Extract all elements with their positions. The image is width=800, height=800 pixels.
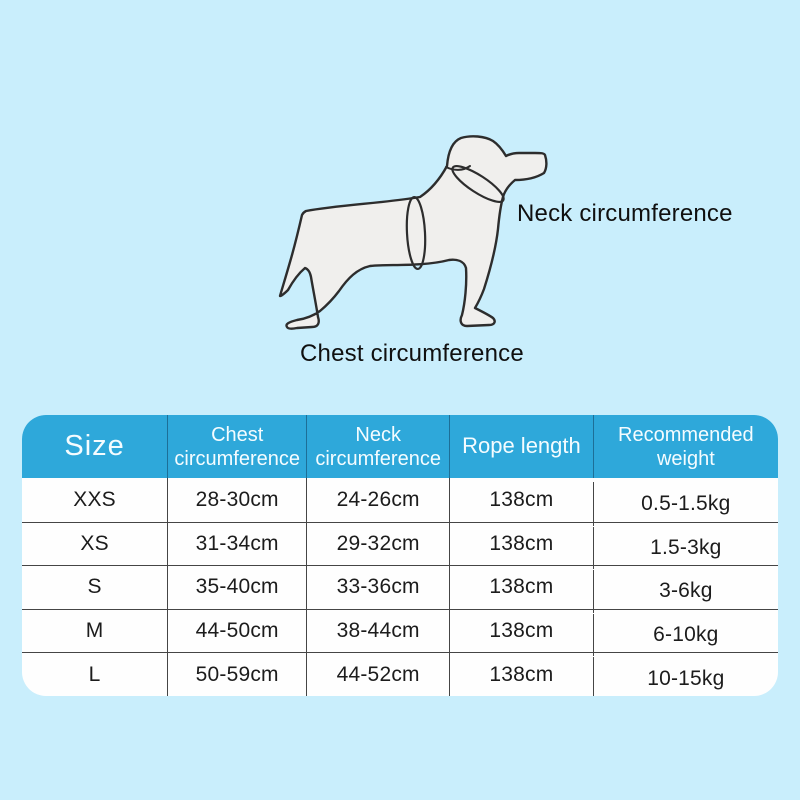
table-header-row: [22, 415, 778, 478]
neck-circumference-label: Neck circumference: [517, 200, 733, 227]
cell-size: XS: [80, 531, 109, 555]
cell-chest: 50-59cm: [167, 653, 306, 696]
cell-weight: 6-10kg: [593, 614, 778, 657]
cell-rope: 138cm: [449, 653, 593, 696]
cell-weight: 10-15kg: [593, 657, 778, 696]
cell-chest: 35-40cm: [167, 566, 306, 609]
table-row-m: [22, 609, 778, 653]
table-row-xs: [22, 522, 778, 566]
cell-neck: 44-52cm: [306, 653, 449, 696]
cell-rope: 138cm: [449, 610, 593, 653]
cell-chest: 28-30cm: [167, 478, 306, 522]
cell-neck: 33-36cm: [306, 566, 449, 609]
dog-silhouette: [280, 136, 546, 328]
cell-neck: 24-26cm: [306, 478, 449, 522]
cell-neck: 29-32cm: [306, 523, 449, 566]
cell-weight: 1.5-3kg: [593, 527, 778, 570]
header-size: Size: [64, 430, 125, 463]
cell-chest: 31-34cm: [167, 523, 306, 566]
cell-weight: 3-6kg: [593, 570, 778, 613]
chest-circumference-label: Chest circumference: [300, 340, 524, 367]
cell-size: L: [88, 662, 101, 686]
cell-size: M: [85, 619, 104, 643]
cell-size: XXS: [73, 487, 116, 511]
table-row-xxs: [22, 478, 778, 522]
table-row-l: [22, 652, 778, 696]
cell-rope: 138cm: [449, 478, 593, 522]
cell-rope: 138cm: [449, 523, 593, 566]
size-chart-table: [22, 415, 778, 696]
header-chest: Chest circumference: [167, 415, 306, 478]
header-neck: Neck circumference: [306, 415, 449, 478]
cell-neck: 38-44cm: [306, 610, 449, 653]
cell-chest: 44-50cm: [167, 610, 306, 653]
header-rope: Rope length: [449, 415, 593, 478]
header-weight: Recommended weight: [593, 415, 778, 478]
cell-rope: 138cm: [449, 566, 593, 609]
dog-outline-illustration: [270, 125, 570, 345]
cell-size: S: [87, 575, 102, 599]
cell-weight: 0.5-1.5kg: [593, 482, 778, 526]
table-body: [22, 478, 778, 696]
table-row-s: [22, 565, 778, 609]
